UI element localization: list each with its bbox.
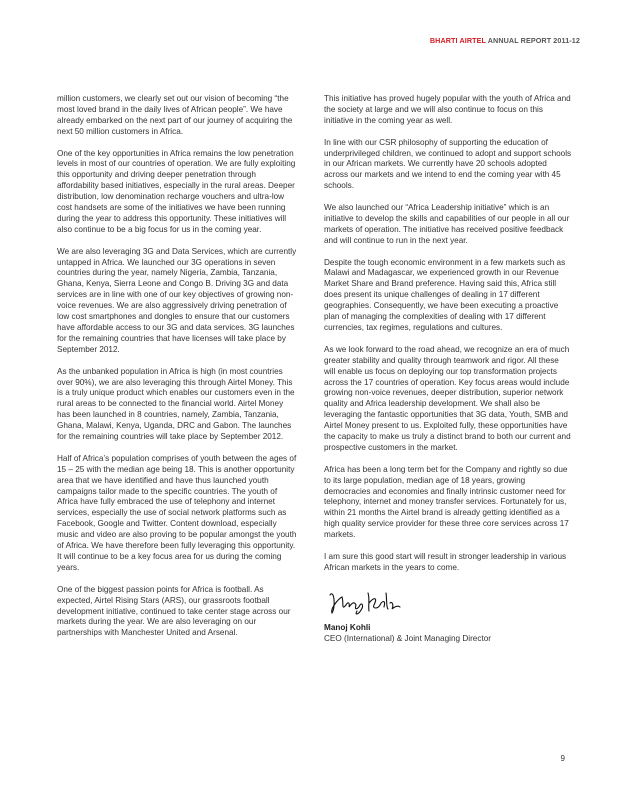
signature-image — [324, 585, 414, 619]
paragraph: As we look forward to the road ahead, we recognize an era of much greater stability and quality through teamwork and rigor. All these will enable us focus on deploying our top transformation projects across the 17 countries of operation. Key focus areas would include growing non-voice revenues, deeper distribution, superior network quality and Africa leadership development. We shall also be leveraging the fantastic opportunities that 3G data, Youth, SMB and Airtel Money present to us. Exploited fully, these opportunities have the capacity to make us truly a distinct brand to both our current and prospective customers in the market. — [324, 344, 571, 452]
paragraph: Half of Africa’s population comprises of youth between the ages of 15 – 25 with the median age being 18. This is another opportunity area that we have identified and have thus launched youth campaigns tailor made to the specific countries. The youth of Africa have fully embraced the use of telephony and internet services, especially the use of social network platforms such as Facebook, Google and Twitter. Content download, especially music and video are also proving to be popular amongst the youth of Africa. We have therefore been fully leveraging this opportunity. It will continue to be a key focus area for us during the coming years. — [57, 453, 297, 572]
signatory-name: Manoj Kohli — [324, 622, 371, 632]
paragraph: In line with our CSR philosophy of supporting the education of underprivileged children, we continued to adopt and support schools in our African markets. We currently have 20 schools adopted across our markets and we intend to end the coming year with 45 schools. — [324, 137, 572, 191]
paragraph: Africa has been a long term bet for the Company and rightly so due to its large population, median age of 18 years, growing democracies and economies and finally intrinsic customer need for telephony, internet and money transfer services. Fortunately for us, within 21 months the Airtel brand is already getting identified as a high quality service provider for these three core services across 17 markets. — [324, 464, 569, 540]
page-header — [430, 36, 580, 45]
paragraph: As the unbanked population in Africa is high (in most countries over 90%), we are also leveraging this through Airtel Money. This is a truly unique product which enables our customers even in the rural areas to be connected to the financial world. Airtel Money has been launched in 8 countries, namely, Zambia, Tanzania, Ghana, Malawi, Kenya, Uganda, DRC and Gabon. The launches for the remaining countries will take place by September 2012. — [57, 366, 295, 442]
paragraph: We also launched our “Africa Leadership initiative” which is an initiative to develop the skills and capabilities of our people in all our markets of operation. The initiative has received positive feedback and will continue to run in the next year. — [324, 203, 570, 245]
company-name: BHARTI AIRTEL — [429, 36, 486, 45]
paragraph: One of the biggest passion points for Africa is football. As expected, Airtel Rising Stars (ARS), our grassroots football development initiative, continued to take center stage across our markets during the year. We are also leveraging on our partnerships with Manchester United and Arsenal. — [57, 584, 291, 638]
page-number: 9 — [560, 754, 565, 763]
paragraph: Despite the tough economic environment in a few markets such as Malawi and Madagascar, we experienced growth in our Revenue Market Share and Brand preference. Having said this, Africa still does present its unique challenges of dealing in 17 different geographies. Consequently, we have been executing a proactive plan of managing the complexities of dealing with 17 different currencies, tax regimes, regulations and cultures. — [324, 257, 566, 332]
paragraph: One of the key opportunities in Africa remains the low penetration levels in most of our countries of operation. We are fully exploiting this opportunity and driving deeper penetration through affordability based initiatives, especially in the rural areas. Deeper distribution, low denomination recharge vouchers and ultra-low cost handsets are some of the initiatives we have been running during the year to address this opportunity. These initiatives will also continue to be a big focus for us in the coming year. — [57, 148, 296, 234]
paragraph: million customers, we clearly set out our vision of becoming “the most loved brand in the daily lives of African people”. We have already embarked on the next part of our journey of acquiring the next 50 million customers in Africa. — [57, 94, 293, 136]
report-title: ANNUAL REPORT 2011-12 — [487, 36, 580, 45]
paragraph: This initiative has proved hugely popular with the youth of Africa and the society at large and we will also continue to focus on this initiative in the coming year as well. — [324, 94, 571, 125]
right-column — [324, 94, 572, 644]
paragraph: We are also leveraging 3G and Data Services, which are currently untapped in Africa. We launched our 3G operations in seven countries during the year, namely Nigeria, Zambia, Tanzania, Ghana, Kenya, Sierra Leone and Congo B. Driving 3G and data services are in line with one of our key objectives of growing non-voice revenues. We are also aggressively driving penetration of low cost smartphones and dongles to ensure that our customers have affordable access to our 3G and data services. 3G launches for the remaining countries that have licenses will take place by September 2012. — [57, 246, 297, 354]
signatory-title: CEO (International) & Joint Managing Director — [324, 633, 492, 643]
paragraph: I am sure this good start will result in stronger leadership in various African markets in the years to come. — [324, 551, 567, 572]
left-column — [57, 94, 297, 650]
